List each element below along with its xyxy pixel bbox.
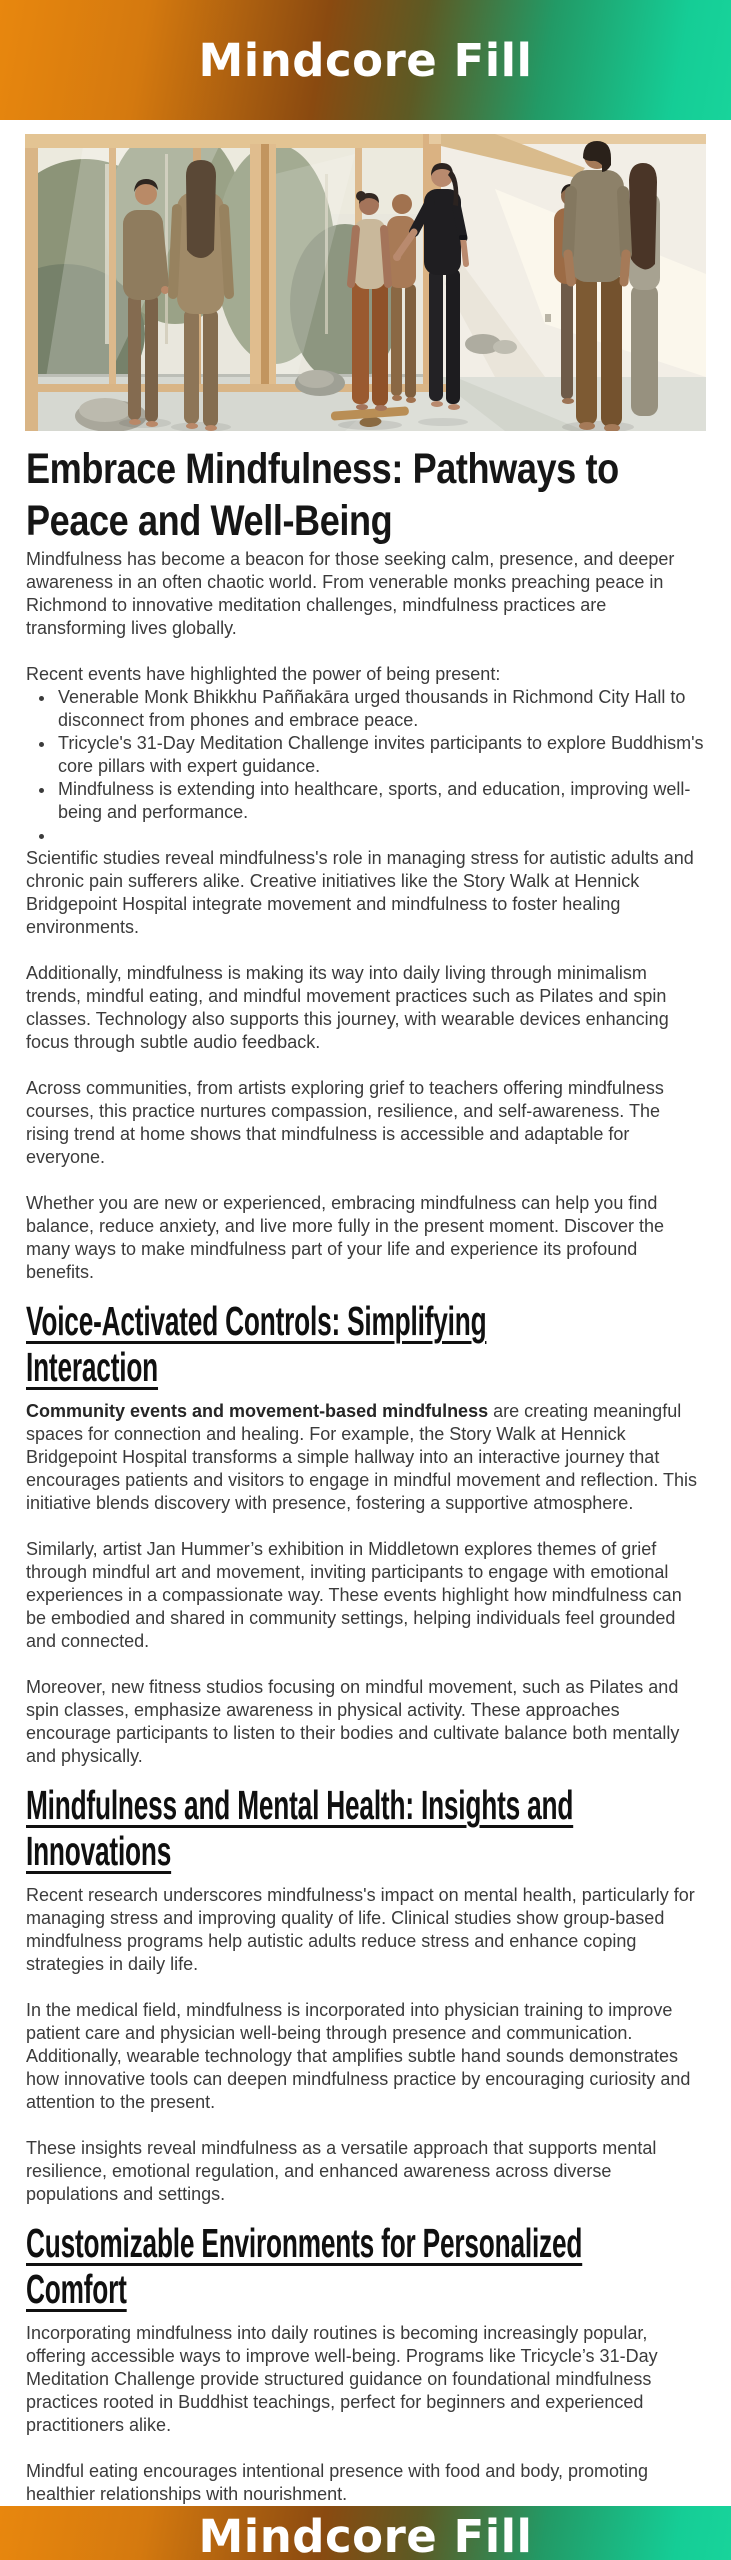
page-title-line-1: Embrace Mindfulness: Pathways to: [26, 445, 619, 493]
paragraph: Scientific studies reveal mindfulness's role in managing stress for autistic adults and chronic pain sufferers alike. Creative initiatives like the Story Walk at Hennick Bridgepoint Hospital integrate movement and mindfulness to foster healing environments.: [26, 848, 694, 937]
paragraph: Similarly, artist Jan Hummer’s exhibition in Middletown explores themes of grief through mindful art and movement, inviting participants to engage with emotional experiences in a compassionate way. These events highlight how mindfulness can be embodied and shared in community settings, helping individuals feel grounded and connected.: [26, 1539, 682, 1651]
lead-rest-text: are creating meaningful spaces for connection and healing. For example, the Story Walk at Hennick Bridgepoint Hospital transforms a simple hallway into an interactive journey that encourages patients and visitors to engage in mindful movement and reflection. This initiative blends discovery with presence, fostering a supportive atmosphere.: [26, 1401, 698, 1513]
article: [0, 431, 731, 2506]
section-heading-line: Mindfulness and Mental Health: Insights and: [26, 1782, 574, 1828]
list-item: • Tricycle's 31-Day Meditation Challenge invites participants to explore Buddhism's core pillars with expert guidance.: [56, 732, 705, 778]
paragraph: Across communities, from artists exploring grief to teachers offering mindfulness courses, this practice nurtures compassion, resilience, and self-awareness. The rising trend at home shows that mindfulness is accessible and adaptable for everyone.: [26, 1078, 664, 1167]
header-title: Mindcore Fill: [198, 33, 533, 87]
section-heading-line: Voice-Activated Controls: Simplifying: [26, 1298, 487, 1344]
list-item: • Venerable Monk Bhikkhu Paññakāra urged thousands in Richmond City Hall to disconnect from phones and embrace peace.: [56, 686, 705, 732]
section-heading-mental-health: [26, 1782, 705, 1874]
list-item-empty: [56, 824, 705, 847]
header-banner: [0, 0, 731, 120]
person-bald: [387, 194, 416, 403]
intro-paragraph: Mindfulness has become a beacon for those seeking calm, presence, and deeper awareness in an often chaotic world. From venerable monks preaching peace in Richmond to innovative meditation challenges, mindfulness practices are transforming lives globally.: [26, 549, 675, 638]
paragraph: Incorporating mindfulness into daily routines is becoming increasingly popular, offering accessible ways to improve well-being. Programs like Tricycle’s 31-Day Meditation Challenge provide structured guidance on foundational mindfulness practices rooted in Buddhist teachings, perfect for beginners and experienced practitioners alike.: [26, 2323, 658, 2435]
paragraph: In the medical field, mindfulness is incorporated into physician training to improve patient care and physician well-being through presence and communication. Additionally, wearable technology that amplifies subtle hand sounds demonstrates how innovative tools can deepen mindfulness practice by encouraging curiosity and attention to the present.: [26, 2000, 691, 2112]
footer-banner: [0, 2506, 731, 2560]
person-right-edge: [629, 163, 660, 416]
section-heading-voice-activated: [26, 1298, 705, 1390]
list-intro: Recent events have highlighted the power of being present:: [26, 664, 501, 684]
paragraph: These insights reveal mindfulness as a versatile approach that supports mental resilience, emotional regulation, and enhanced awareness across diverse populations and settings.: [26, 2138, 657, 2204]
page-title-line-2: Peace and Well-Being: [26, 497, 393, 545]
section-heading-line: Interaction: [26, 1344, 159, 1390]
paragraph: Recent research underscores mindfulness's impact on mental health, particularly for managing stress and improving quality of life. Clinical studies show group-based mindfulness programs help autistic adults reduce stress and enhance coping strategies in daily life.: [26, 1885, 695, 1974]
paragraph: Additionally, mindfulness is making its way into daily living through minimalism trends, mindful eating, and mindful movement practices such as Pilates and spin classes. Technology also supports this journey, with wearable devices enhancing focus through subtle audio feedback.: [26, 963, 669, 1052]
paragraph: Whether you are new or experienced, embracing mindfulness can help you find balance, reduce anxiety, and live more fully in the present moment. Discover the many ways to make mindfulness part of your life and experience its profound benefits.: [26, 1193, 664, 1282]
section-heading-customizable: [26, 2220, 705, 2312]
paragraph-with-lead: [26, 1400, 705, 1515]
lead-bold-text: Community events and movement-based mindfulness: [26, 1401, 489, 1421]
hero-image: [25, 134, 706, 431]
section-heading-line: Comfort: [26, 2266, 127, 2312]
section-heading-line: Innovations: [26, 1828, 172, 1874]
person-foreground-right: [568, 141, 626, 431]
footer-title: Mindcore Fill: [198, 2510, 533, 2560]
hero-photo-illustration: [25, 134, 706, 431]
list-item: • Mindfulness is extending into healthcare, sports, and education, improving well-being and performance.: [56, 778, 705, 824]
paragraph: Moreover, new fitness studios focusing on mindful movement, such as Pilates and spin classes, emphasize awareness in physical activity. These approaches encourage participants to listen to their bodies and cultivate balance both mentally and physically.: [26, 1677, 680, 1766]
section-heading-line: Customizable Environments for Personalized: [26, 2220, 583, 2266]
page-title: [26, 443, 705, 547]
recent-events-list: [26, 686, 705, 847]
paragraph: Mindful eating encourages intentional presence with food and body, promoting healthier relationships with nourishment.: [26, 2461, 649, 2504]
